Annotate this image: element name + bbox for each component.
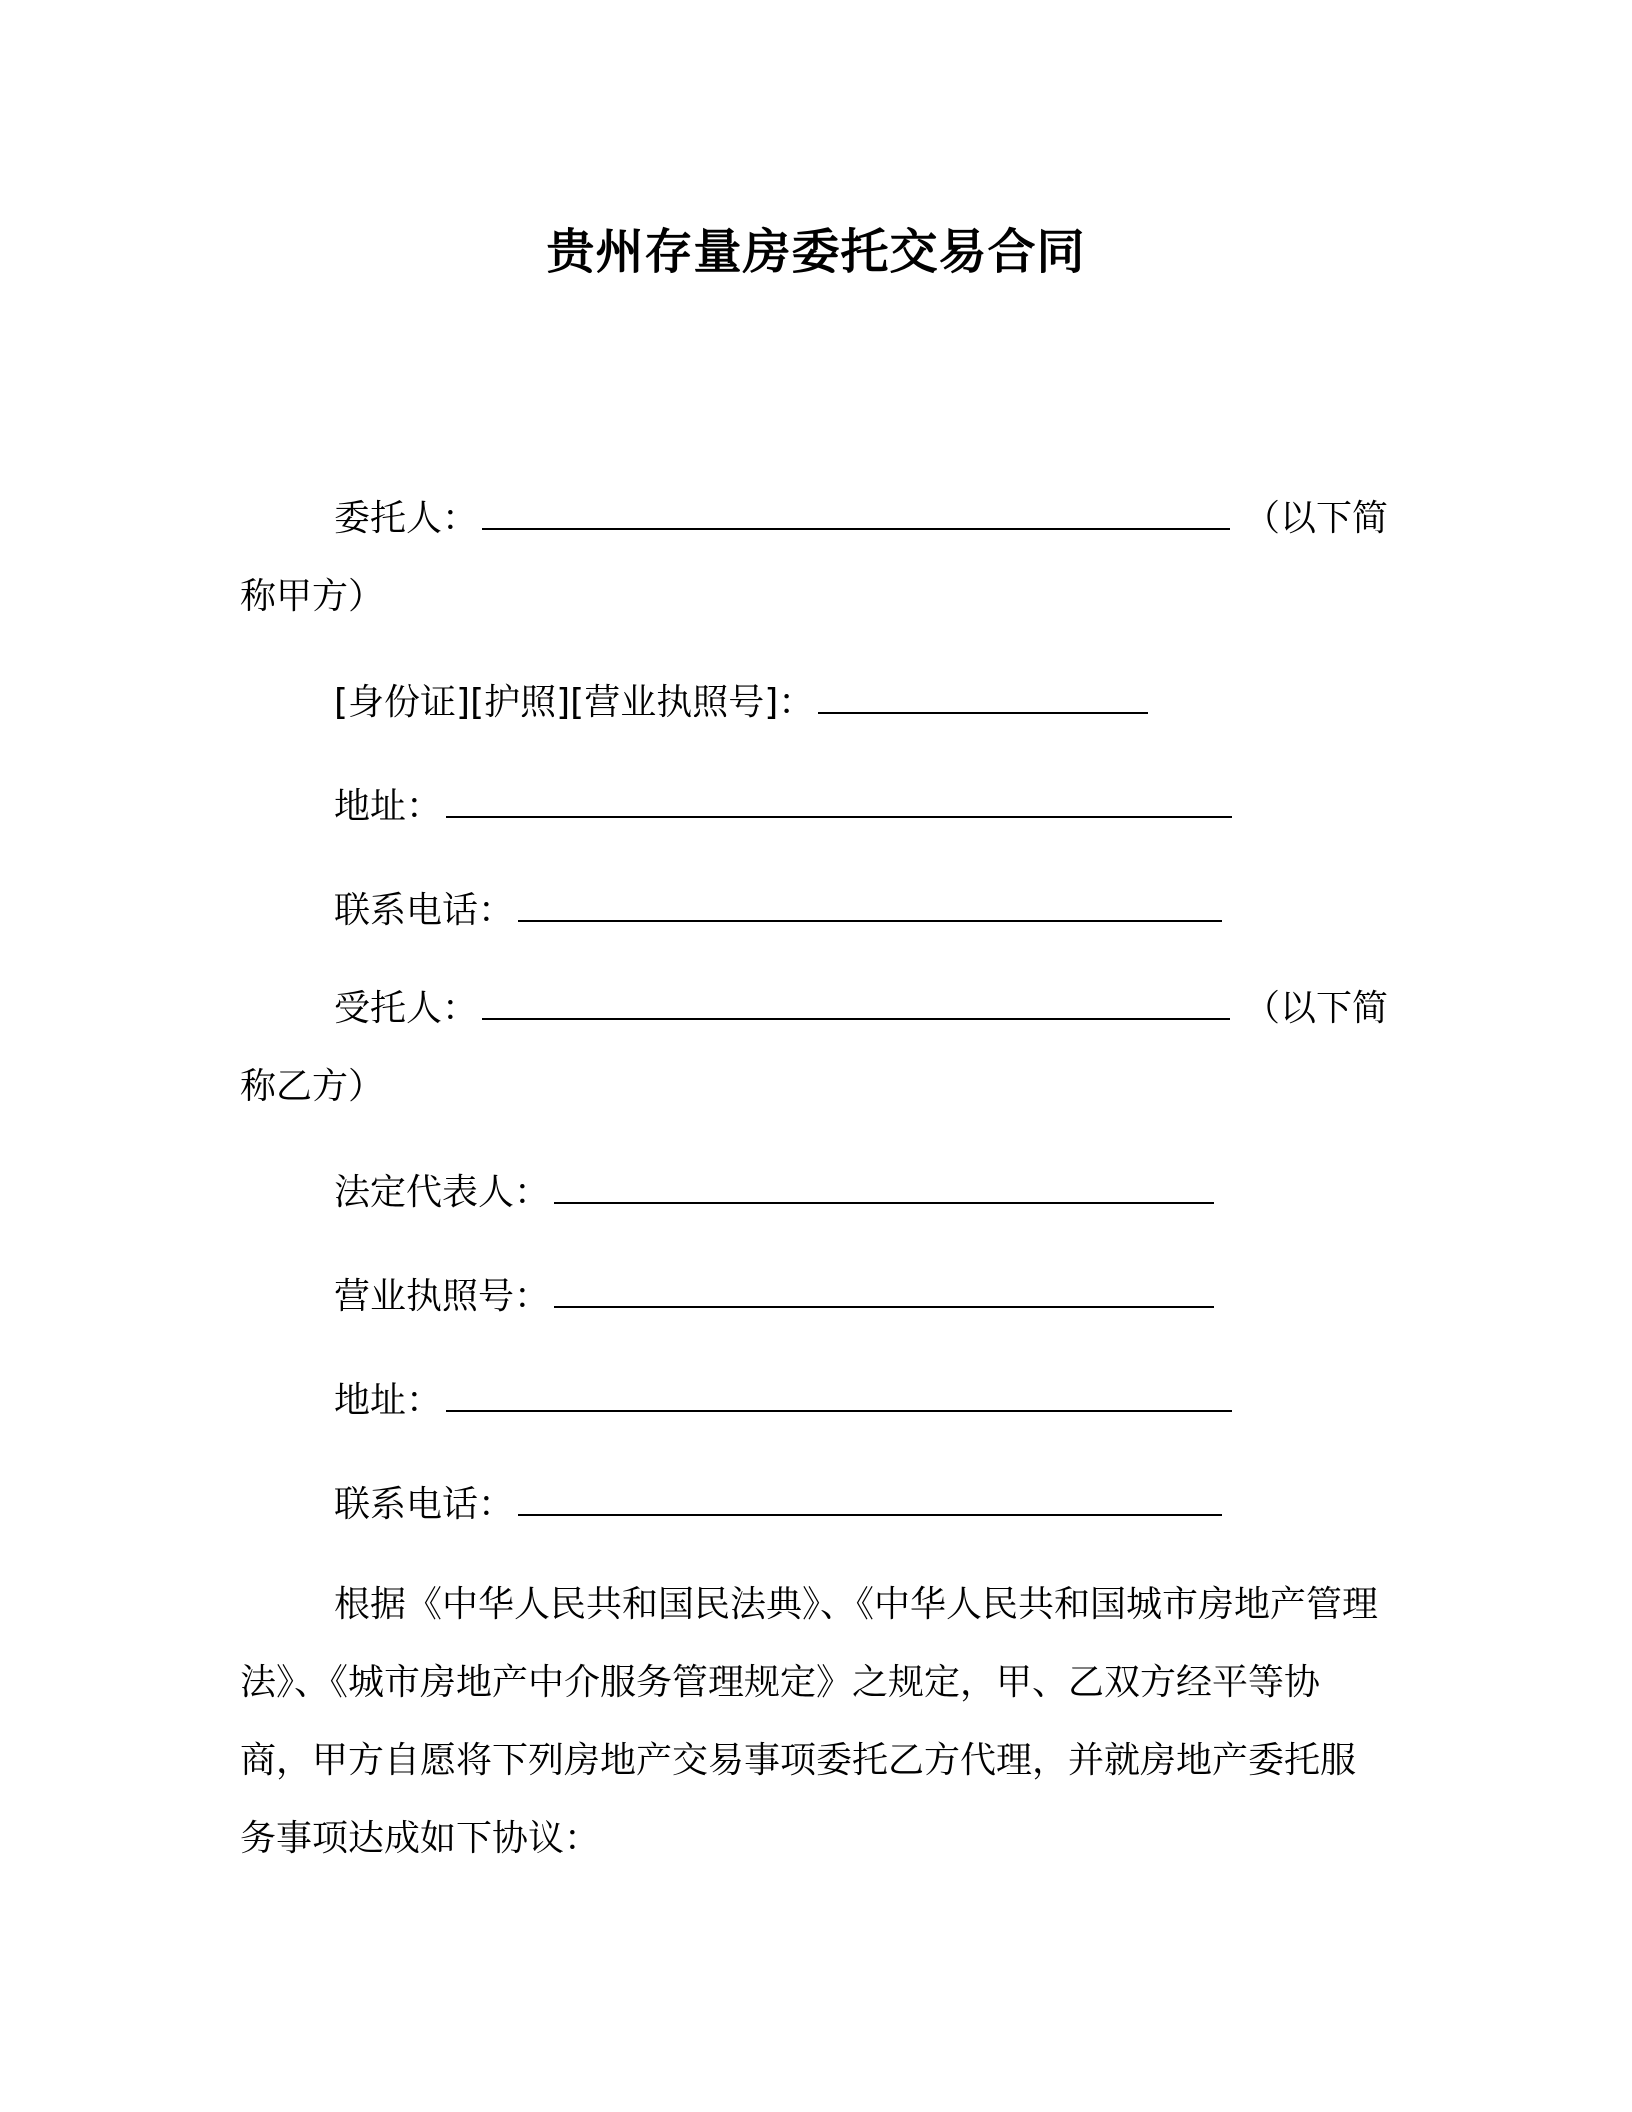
agent-legal-rep-label: 法定代表人： (334, 1172, 551, 1213)
agent-name-field[interactable] (482, 988, 1230, 1020)
agent-phone-label: 联系电话： (334, 1484, 515, 1525)
principal-address-field[interactable] (446, 786, 1232, 818)
agent-phone-line (334, 1482, 1222, 1528)
agent-address-label: 地址： (334, 1380, 443, 1421)
principal-name-field[interactable] (482, 498, 1230, 530)
agent-license-label: 营业执照号： (334, 1276, 551, 1317)
principal-line (334, 496, 1388, 542)
principal-id-label: [身份证][护照][营业执照号]： (334, 682, 815, 723)
agent-legal-rep-field[interactable] (554, 1172, 1214, 1204)
principal-label: 委托人： (334, 498, 479, 539)
agent-phone-field[interactable] (518, 1484, 1222, 1516)
preamble-paragraph: 根据《中华人民共和国民法典》、《中华人民共和国城市房地产管理法》、《城市房地产中介服务管理规定》之规定，甲、乙双方经平等协商，甲方自愿将下列房地产交易事项委托乙方代理，并就房地产委托服务事项达成如下协议： (240, 1584, 1379, 1859)
agent-label: 受托人： (334, 988, 479, 1029)
document-title: 贵州存量房委托交易合同 (546, 224, 1086, 280)
principal-continuation: 称甲方） (240, 576, 385, 617)
agent-suffix: （以下简 (1244, 988, 1389, 1029)
principal-phone-field[interactable] (518, 890, 1222, 922)
agent-legal-rep-line (334, 1170, 1214, 1216)
principal-suffix: （以下简 (1244, 498, 1389, 539)
principal-address-line (334, 784, 1232, 830)
principal-phone-label: 联系电话： (334, 890, 515, 931)
principal-phone-line (334, 888, 1222, 934)
agent-address-line (334, 1378, 1232, 1424)
agent-continuation: 称乙方） (240, 1066, 385, 1107)
principal-id-line (334, 680, 1148, 726)
principal-address-label: 地址： (334, 786, 443, 827)
agent-line (334, 986, 1388, 1032)
principal-id-field[interactable] (818, 682, 1148, 714)
agent-license-line (334, 1274, 1214, 1320)
agent-address-field[interactable] (446, 1380, 1232, 1412)
agent-license-field[interactable] (554, 1276, 1214, 1308)
